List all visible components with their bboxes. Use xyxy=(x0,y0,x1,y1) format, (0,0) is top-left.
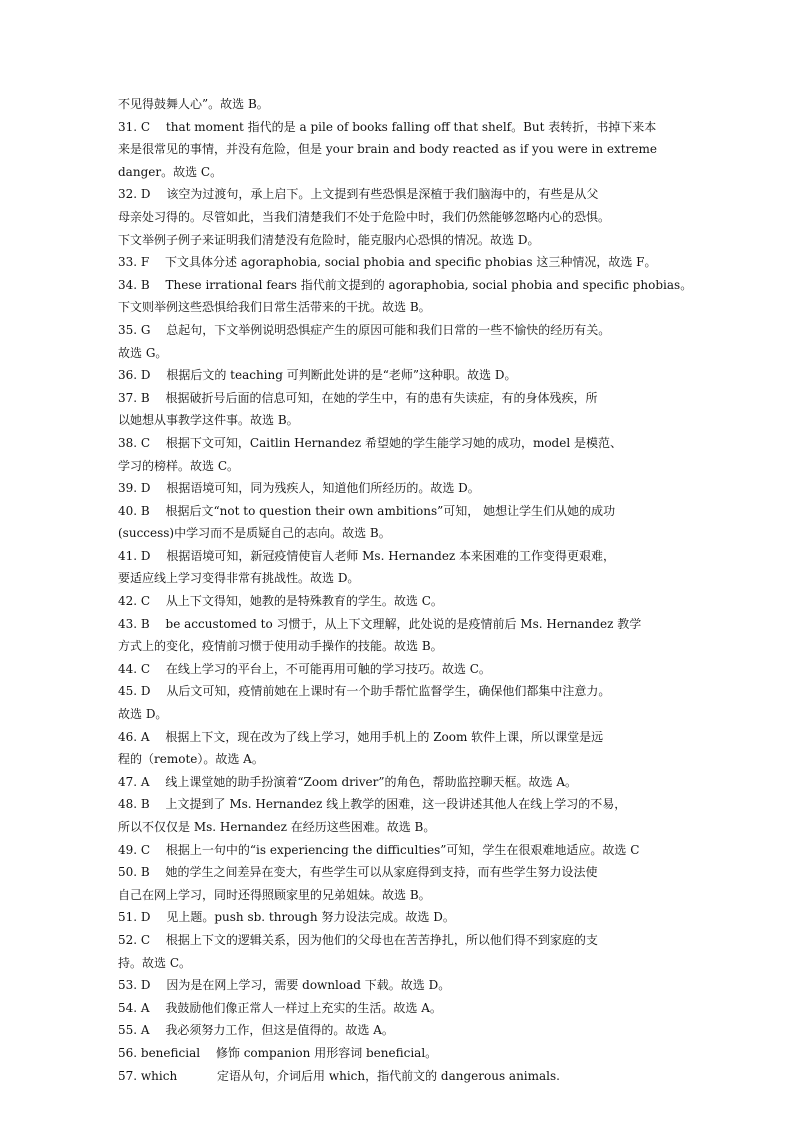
text-line: 55. A 我必须努力工作，但这是值得的。故选 A。 xyxy=(118,1023,394,1038)
text-line: 50. B 她的学生之间差异在变大，有些学生可以从家庭得到支持，而有些学生努力设法使 xyxy=(118,865,598,880)
text-line: 36. D 根据后文的 teaching 可判断此处讲的是“老师”这种职。故选 D。 xyxy=(118,368,517,383)
text-line: 57. which 定语从句，介词后用 which，指代前文的 dangerous animals. xyxy=(118,1068,560,1083)
text-line: (success)中学习而不是质疑自己的志向。故选 B。 xyxy=(118,526,391,541)
text-line: 52. C 根据上下文的逻辑关系，因为他们的父母也在苦苦挣扎，所以他们得不到家庭的支 xyxy=(118,932,598,947)
text-line: 48. B 上文提到了 Ms. Hernandez 线上教学的困难，这一段讲述其他人在线上学习的不易， xyxy=(118,797,627,812)
text-line: 42. C 从上下文得知，她教的是特殊教育的学生。故选 C。 xyxy=(118,594,443,609)
text-line: 49. C 根据上一句中的“is experiencing the difficulties”可知，学生在很艰难地适应。故选 C xyxy=(118,842,640,857)
text-line: 学习的榜样。故选 C。 xyxy=(118,458,239,473)
text-line: 不见得鼓舞人心”。故选 B。 xyxy=(118,97,269,111)
text-line: 要适应线上学习变得非常有挑战性。故选 D。 xyxy=(118,571,360,586)
text-line: 32. D 该空为过渡句，承上启下。上文提到有些恐惧是深植于我们脑海中的，有些是从父 xyxy=(118,187,599,202)
text-line: 母亲处习得的。尽管如此，当我们清楚我们不处于危险中时，我们仍然能够忽略内心的恐惧。 xyxy=(118,209,611,224)
text-line: 故选 G。 xyxy=(118,345,168,360)
answer-explanations xyxy=(118,93,693,1087)
text-line: 45. D 从后文可知，疫情前她在上课时有一个助手帮忙监督学生，确保他们都集中注意力。 xyxy=(118,684,611,699)
text-line: 自己在网上学习，同时还得照顾家里的兄弟姐妹。故选 B。 xyxy=(118,887,431,902)
text-line: 46. A 根据上下文，现在改为了线上学习，她用手机上的 Zoom 软件上课，所以课堂是远 xyxy=(118,729,604,744)
text-line: 39. D 根据语境可知，同为残疾人，知道他们所经历的。故选 D。 xyxy=(118,481,480,496)
text-line: 来是很常见的事情，并没有危险，但是 your brain and body reacted as if you were in extreme xyxy=(118,142,657,157)
text-line: 53. D 因为是在网上学习，需要 download 下载。故选 D。 xyxy=(118,978,451,993)
text-line: 54. A 我鼓励他们像正常人一样过上充实的生活。故选 A。 xyxy=(118,1000,442,1015)
text-line: 47. A 线上课堂她的助手扮演着“Zoom driver”的角色，帮助监控聊天框。故选 A。 xyxy=(118,774,577,789)
text-line: 33. F 下文具体分述 agoraphobia, social phobia and specific phobias 这三种情况，故选 F。 xyxy=(118,255,657,270)
text-line: danger。故选 C。 xyxy=(118,164,223,179)
text-line: 43. B be accustomed to 习惯于，从上下文理解，此处说的是疫情前后 Ms. Hernandez 教学 xyxy=(118,616,642,631)
text-line: 所以不仅仅是 Ms. Hernandez 在经历这些困难。故选 B。 xyxy=(118,820,436,834)
text-line: 44. C 在线上学习的平台上，不可能再用可触的学习技巧。故选 C。 xyxy=(118,661,491,676)
text-line: 41. D 根据语境可知，新冠疫情使盲人老师 Ms. Hernandez 本来困难的工作变得更艰难， xyxy=(118,548,616,563)
text-line: 方式上的变化，疫情前习惯于使用动手操作的技能。故选 B。 xyxy=(118,639,443,654)
text-line: 35. G 总起句，下文举例说明恐惧症产生的原因可能和我们日常的一些不愉快的经历有关。 xyxy=(118,322,611,337)
text-line: 38. C 根据下文可知，Caitlin Hernandez 希望她的学生能学习她的成功，model 是模范、 xyxy=(118,435,622,450)
text-line: 40. B 根据后文“not to question their own ambitions”可知， 她想让学生们从她的成功 xyxy=(118,503,616,518)
text-line: 37. B 根据破折号后面的信息可知，在她的学生中，有的患有失读症，有的身体残疾，所 xyxy=(118,390,598,405)
text-line: 51. D 见上题。push sb. through 努力设法完成。故选 D。 xyxy=(118,910,455,925)
text-line: 下文则举例这些恐惧给我们日常生活带来的干扰。故选 B。 xyxy=(118,300,431,315)
text-line: 以她想从事教学这件事。故选 B。 xyxy=(118,413,299,428)
text-line: 下文举例子例子来证明我们清楚没有危险时，能克服内心恐惧的情况。故选 D。 xyxy=(118,232,540,247)
text-line: 56. beneficial 修饰 companion 用形容词 beneficial。 xyxy=(118,1045,438,1060)
text-line: 34. B These irrational fears 指代前文提到的 agoraphobia, social phobia and specific phobias。 xyxy=(118,277,693,292)
text-line: 持。故选 C。 xyxy=(118,955,191,970)
text-line: 故选 D。 xyxy=(118,707,168,722)
text-line: 程的（remote）。故选 A。 xyxy=(118,752,264,767)
text-line: 31. C that moment 指代的是 a pile of books falling off that shelf。But 表转折，书掉下来本 xyxy=(118,119,657,134)
